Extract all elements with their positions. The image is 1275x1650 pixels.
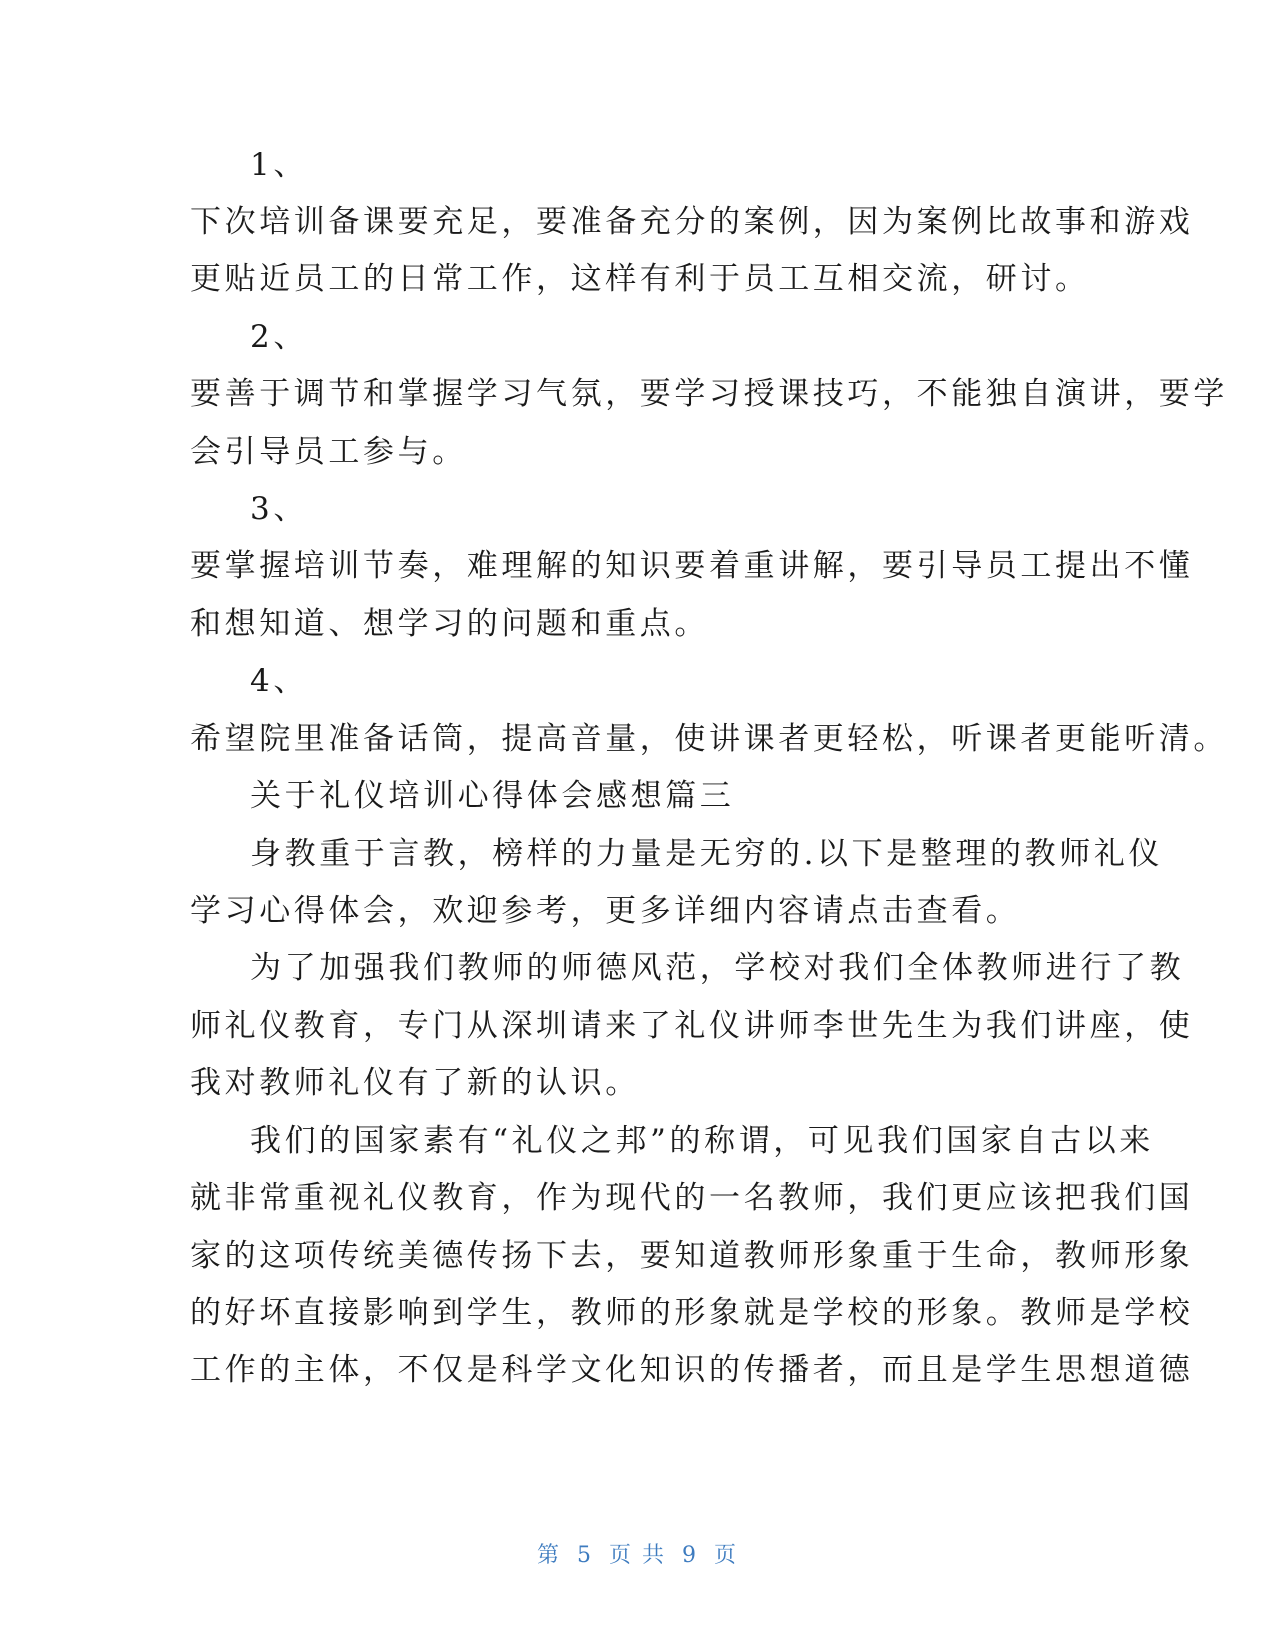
current-page-number: 5 [577,1543,593,1568]
paragraph-line: 下次培训备课要充足，要准备充分的案例，因为案例比故事和游戏 [190,204,1194,240]
paragraph-line: 家的这项传统美德传扬下去，要知道教师形象重于生命，教师形象 [190,1238,1194,1274]
paragraph-line: 和想知道、想学习的问题和重点。 [190,606,709,642]
paragraph-line: 更贴近员工的日常工作，这样有利于员工互相交流，研讨。 [190,261,1090,297]
paragraph-line: 会引导员工参与。 [190,434,467,470]
paragraph-line: 我对教师礼仪有了新的认识。 [190,1065,640,1101]
paragraph-line: 要掌握培训节奏，难理解的知识要着重讲解，要引导员工提出不懂 [190,548,1194,584]
paragraph-line: 我们的国家素有“礼仪之邦”的称谓，可见我们国家自古以来 [250,1123,1154,1159]
footer-suffix: 页 [714,1543,739,1568]
total-page-count: 9 [682,1543,698,1568]
list-number-1: 1、 [250,147,308,183]
paragraph-line: 为了加强我们教师的师德风范，学校对我们全体教师进行了教 [250,950,1185,986]
paragraph-line: 师礼仪教育，专门从深圳请来了礼仪讲师李世先生为我们讲座，使 [190,1008,1194,1044]
paragraph-line: 的好坏直接影响到学生，教师的形象就是学校的形象。教师是学校 [190,1295,1194,1331]
page-footer [0,1538,1275,1569]
paragraph-line: 身教重于言教，榜样的力量是无穷的.以下是整理的教师礼仪 [250,836,1164,872]
footer-prefix: 第 [536,1543,561,1568]
paragraph-line: 工作的主体，不仅是科学文化知识的传播者，而且是学生思想道德 [190,1352,1194,1388]
footer-middle: 页 共 [609,1543,666,1568]
list-number-4: 4、 [250,663,308,699]
paragraph-line: 要善于调节和掌握学习气氛，要学习授课技巧，不能独自演讲，要学 [190,376,1228,412]
paragraph-line: 希望院里准备话筒，提高音量，使讲课者更轻松，听课者更能听清。 [190,721,1228,757]
list-number-2: 2、 [250,319,308,355]
paragraph-line: 学习心得体会，欢迎参考，更多详细内容请点击查看。 [190,893,1021,929]
list-number-3: 3、 [250,491,308,527]
paragraph-line: 就非常重视礼仪教育，作为现代的一名教师，我们更应该把我们国 [190,1180,1194,1216]
section-heading: 关于礼仪培训心得体会感想篇三 [250,778,735,814]
